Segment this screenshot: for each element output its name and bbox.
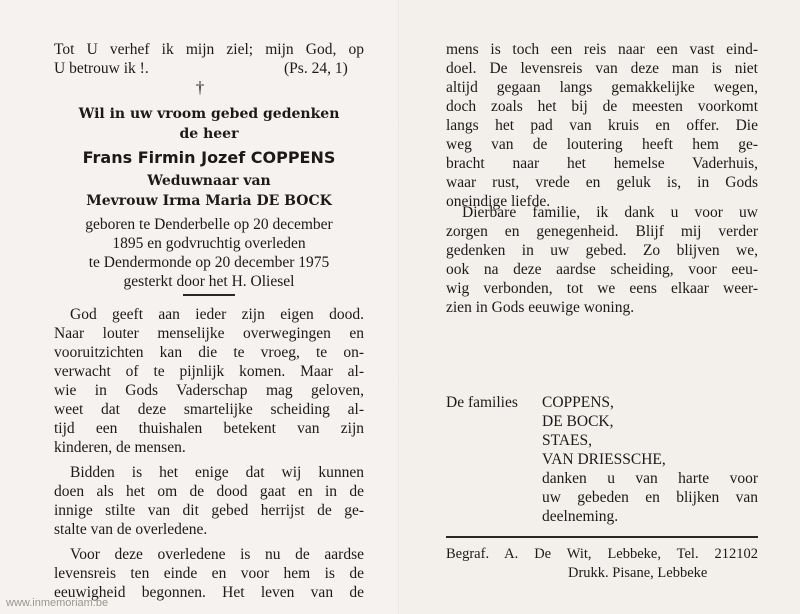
divider-rule xyxy=(183,294,235,296)
text-line: wie in Gods Vaderschap mag geloven, xyxy=(54,382,364,399)
text-line: kinderen, de mensen. xyxy=(54,439,186,456)
text-line: tijd een thuishalen betekent van zijn xyxy=(54,420,364,437)
text-line: langs het pad van kruis en offer. Die xyxy=(446,117,758,134)
widower-label: Weduwnaar van xyxy=(147,173,271,189)
text-line: bracht naar het hemelse Vaderhuis, xyxy=(446,155,758,172)
text-line: mens is toch een reis naar een vast eind- xyxy=(446,41,758,58)
undertaker-credit: Begraf. A. De Wit, Lebbeke, Tel. 212102 xyxy=(446,546,758,562)
cross-symbol: † xyxy=(195,78,205,97)
psalm-line-2: U betrouw ik !. xyxy=(54,60,149,77)
family-name: STAES, xyxy=(542,432,593,449)
text-line: Naar louter menselijke overwegingen en xyxy=(54,325,364,342)
birth-line-1: geboren te Denderbelle op 20 december xyxy=(85,216,333,233)
text-line: Voor deze overledene is nu de aardse xyxy=(70,546,364,563)
printer-credit: Drukk. Pisane, Lebbeke xyxy=(568,565,708,581)
text-line: vooruitzichten kan die te vroeg, te on- xyxy=(54,344,364,361)
prayer-heading-2: de heer xyxy=(179,126,239,142)
text-line: stalte van de overledene. xyxy=(54,521,208,538)
text-line: doch zoals het bij de meesten voorkomt xyxy=(446,98,758,115)
families-label: De families xyxy=(446,394,518,411)
text-line: innige stilte van dit gebed herrijst de ge- xyxy=(54,502,364,519)
psalm-line-1: Tot U verhef ik mijn ziel; mijn God, op xyxy=(54,41,364,58)
text-line: eeuwigheid begonnen. Het leven van de xyxy=(54,584,364,601)
text-line: gedenken in uw gebed. Zo blijven we, xyxy=(446,242,758,259)
spouse-name: Mevrouw Irma Maria DE BOCK xyxy=(86,193,332,209)
text-line: zien in Gods eeuwige woning. xyxy=(446,299,635,316)
text-line: waar rust, vrede en geluk is, in Gods xyxy=(446,174,758,191)
text-line: ook na deze aardse scheiding, voor eeu- xyxy=(446,261,758,278)
death-line-2: gesterkt door het H. Oliesel xyxy=(123,273,295,290)
footer-rule xyxy=(446,536,758,538)
text-line: Dierbare familie, ik dank u voor uw xyxy=(462,204,758,221)
deceased-name: Frans Firmin Jozef COPPENS xyxy=(82,148,336,167)
text-line: doel. De levensreis van deze man is niet xyxy=(446,60,758,77)
text-line: zorgen en genegenheid. Blijf mij verder xyxy=(446,223,758,240)
right-card-page xyxy=(400,0,800,614)
text-line: verwacht of te pijnlijk komen. Maar al- xyxy=(54,363,364,380)
psalm-reference: (Ps. 24, 1) xyxy=(284,60,348,77)
family-name: COPPENS, xyxy=(542,394,614,411)
death-line-1: te Dendermonde op 20 december 1975 xyxy=(88,254,330,271)
watermark-text: www.inmemoriam.be xyxy=(6,597,109,609)
birth-line-2: 1895 en godvruchtig overleden xyxy=(112,235,306,252)
thanks-line: deelneming. xyxy=(542,508,619,525)
family-name: DE BOCK, xyxy=(542,413,614,430)
text-line: doen als het om de dood gaat en in de xyxy=(54,483,364,500)
text-line: Bidden is het enige dat wij kunnen xyxy=(70,464,364,481)
text-line: weet dat deze smartelijke scheiding al- xyxy=(54,401,364,418)
family-name: VAN DRIESSCHE, xyxy=(542,451,666,468)
text-line: God geeft aan ieder zijn eigen dood. xyxy=(70,306,364,323)
prayer-heading-1: Wil in uw vroom gebed gedenken xyxy=(78,106,340,122)
text-line: altijd gegaan langs gemakkelijke wegen, xyxy=(446,79,758,96)
thanks-line: danken u van harte voor xyxy=(542,470,758,487)
text-line: levensreis ten einde en voor hem is de xyxy=(54,565,364,582)
text-line: wig verbonden, tot we eens elkaar weer- xyxy=(446,280,758,297)
thanks-line: uw gebeden en blijken van xyxy=(542,489,758,506)
text-line: weg van de loutering heeft hem ge- xyxy=(446,136,758,153)
text-line: oneindige liefde. xyxy=(446,193,551,210)
